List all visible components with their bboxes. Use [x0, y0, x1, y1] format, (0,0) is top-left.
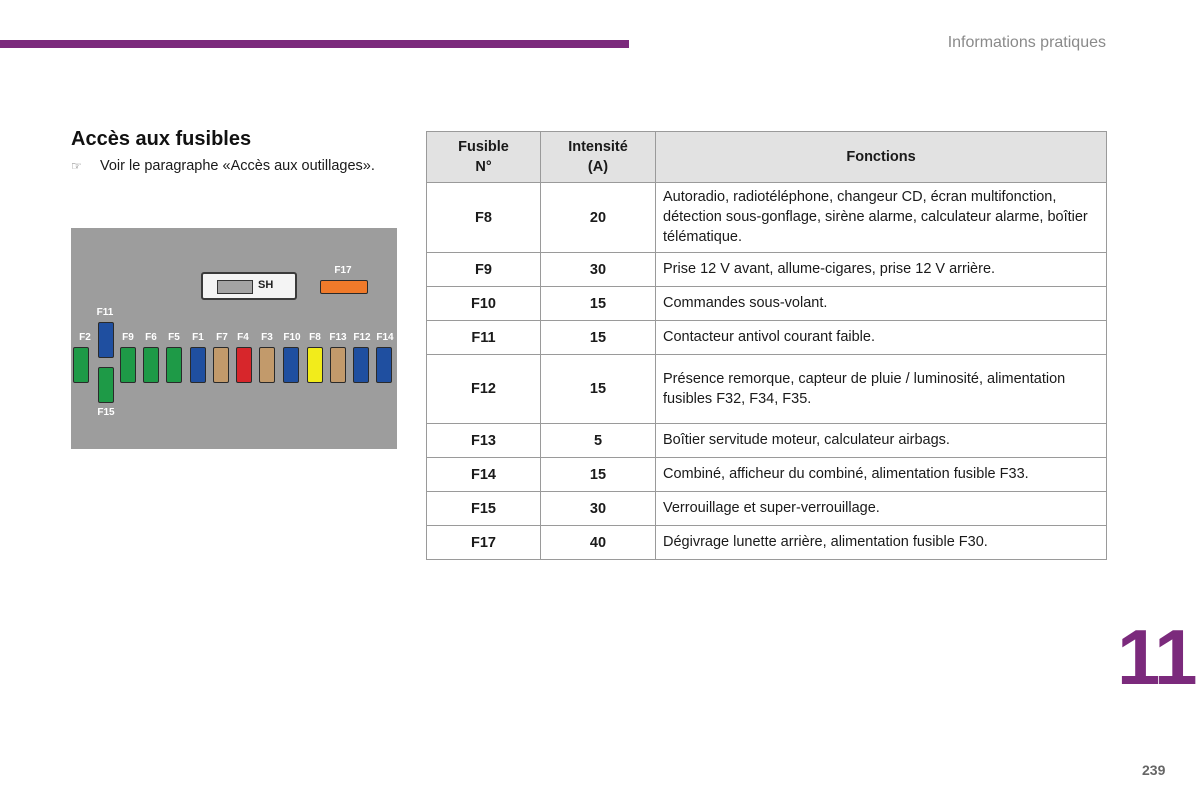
fuse-f11 [98, 322, 114, 358]
cell-amp: 30 [541, 253, 656, 287]
cell-function: Boîtier servitude moteur, calculateur airbags. [656, 424, 1107, 458]
fuse-label-f5: F5 [168, 332, 180, 343]
fuse-label-f12: F12 [353, 332, 371, 343]
cell-fuse: F14 [427, 458, 541, 492]
table-row [427, 287, 1107, 321]
fuse-f14 [376, 347, 392, 383]
fuse-label-f10: F10 [283, 332, 301, 343]
fuse-label-f17: F17 [334, 265, 352, 276]
fuse-label-f14: F14 [376, 332, 394, 343]
reference-line [71, 158, 375, 174]
cell-amp: 15 [541, 287, 656, 321]
fuse-f8 [307, 347, 323, 383]
reference-text: Voir le paragraphe «Accès aux outillages». [100, 158, 375, 174]
table-row [427, 321, 1107, 355]
fuse-f1 [190, 347, 206, 383]
pointing-finger-icon: ☞ [71, 159, 82, 173]
cell-amp: 15 [541, 458, 656, 492]
fuse-f17 [320, 280, 368, 294]
fuse-f15 [98, 367, 114, 403]
fuse-f9 [120, 347, 136, 383]
table-row [427, 253, 1107, 287]
page-number: 239 [1142, 762, 1166, 778]
cell-function: Autoradio, radiotéléphone, changeur CD, écran multifonction, détection sous-gonflage, sirène alarme, calculateur alarme, boîtier télématique. [656, 183, 1107, 253]
cell-fuse: F17 [427, 526, 541, 560]
fuse-f7 [213, 347, 229, 383]
fuse-f4 [236, 347, 252, 383]
cell-amp: 30 [541, 492, 656, 526]
fuse-label-f8: F8 [309, 332, 321, 343]
fuse-label-f3: F3 [261, 332, 273, 343]
table-row [427, 526, 1107, 560]
fuse-label-f7: F7 [216, 332, 228, 343]
header-accent-bar [0, 40, 629, 48]
cell-fuse: F10 [427, 287, 541, 321]
cell-function: Commandes sous-volant. [656, 287, 1107, 321]
fuse-f10 [283, 347, 299, 383]
cell-fuse: F13 [427, 424, 541, 458]
cell-function: Combiné, afficheur du combiné, alimentation fusible F33. [656, 458, 1107, 492]
fusebox-diagram [71, 228, 397, 449]
fuse-label-f4: F4 [237, 332, 249, 343]
fuse-f12 [353, 347, 369, 383]
header-intensity: Intensité (A) [541, 132, 656, 183]
cell-fuse: F12 [427, 355, 541, 424]
table-header-row [427, 132, 1107, 183]
shunt-label: SH [258, 279, 274, 291]
cell-amp: 40 [541, 526, 656, 560]
cell-function: Prise 12 V avant, allume-cigares, prise 12 V arrière. [656, 253, 1107, 287]
header-functions: Fonctions [656, 132, 1107, 183]
table-row [427, 492, 1107, 526]
fuse-label-f6: F6 [145, 332, 157, 343]
fuse-f6 [143, 347, 159, 383]
cell-fuse: F15 [427, 492, 541, 526]
cell-amp: 15 [541, 355, 656, 424]
fuse-label-f11: F11 [96, 307, 114, 318]
fuse-f2 [73, 347, 89, 383]
fuse-f13 [330, 347, 346, 383]
cell-fuse: F9 [427, 253, 541, 287]
header-fuse: Fusible N° [427, 132, 541, 183]
cell-function: Présence remorque, capteur de pluie / luminosité, alimentation fusibles F32, F34, F35. [656, 355, 1107, 424]
shunt-fuse [217, 280, 253, 294]
section-title: Accès aux fusibles [71, 128, 252, 150]
cell-amp: 5 [541, 424, 656, 458]
fuse-f5 [166, 347, 182, 383]
cell-function: Verrouillage et super-verrouillage. [656, 492, 1107, 526]
fuse-f3 [259, 347, 275, 383]
table-row [427, 355, 1107, 424]
fuse-label-f1: F1 [192, 332, 204, 343]
cell-amp: 15 [541, 321, 656, 355]
table-row [427, 458, 1107, 492]
cell-fuse: F11 [427, 321, 541, 355]
fuse-label-f15: F15 [97, 407, 115, 418]
chapter-number: 11 [1117, 613, 1196, 701]
cell-fuse: F8 [427, 183, 541, 253]
table-row [427, 183, 1107, 253]
cell-amp: 20 [541, 183, 656, 253]
fuse-label-f13: F13 [329, 332, 347, 343]
table-row [427, 424, 1107, 458]
cell-function: Dégivrage lunette arrière, alimentation fusible F30. [656, 526, 1107, 560]
fuse-label-f9: F9 [122, 332, 134, 343]
chapter-title: Informations pratiques [947, 34, 1106, 51]
fuse-label-f2: F2 [79, 332, 91, 343]
cell-function: Contacteur antivol courant faible. [656, 321, 1107, 355]
shunt-slot [201, 272, 297, 300]
fuse-table [426, 131, 1107, 560]
